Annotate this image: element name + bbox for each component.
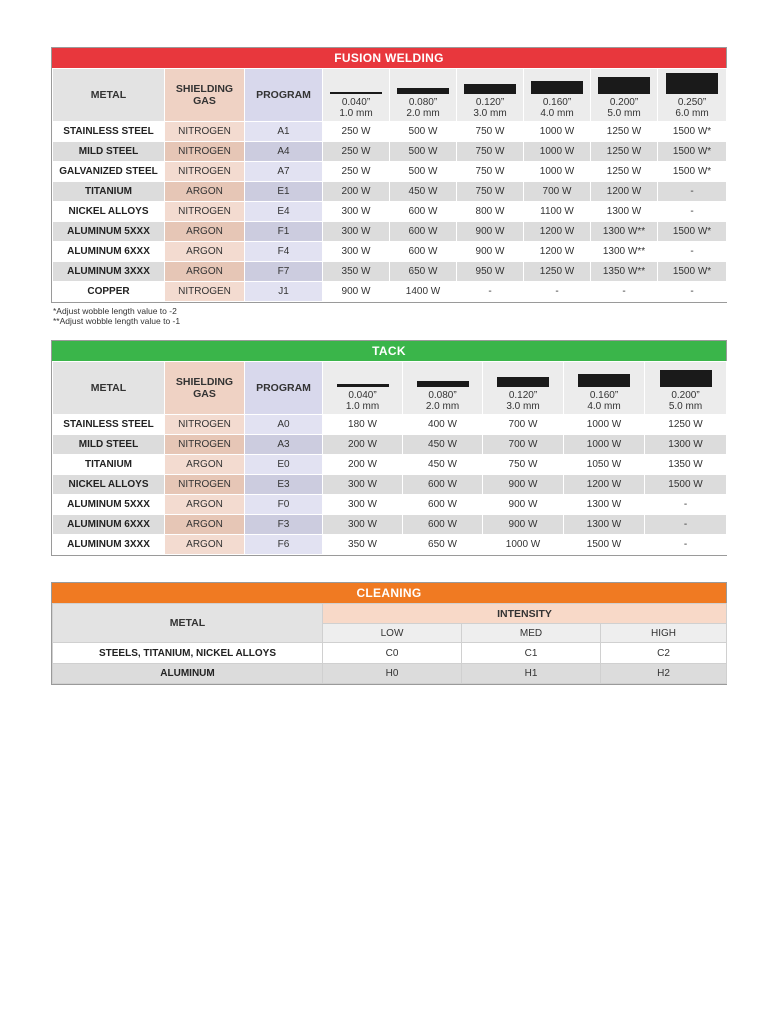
cleaning-program: H2 <box>601 664 727 684</box>
thickness-inch: 0.160” <box>542 97 572 108</box>
table-row <box>53 495 727 515</box>
thickness-inch: 0.200” <box>609 97 639 108</box>
thickness-inch: 0.120” <box>475 97 505 108</box>
shielding-gas: NITROGEN <box>165 435 245 455</box>
thickness-mm: 2.0 mm <box>406 108 440 119</box>
shielding-gas-header-line1: SHIELDING <box>175 83 234 95</box>
metal-name: NICKEL ALLOYS <box>53 202 165 222</box>
metal-header: METAL <box>53 604 323 643</box>
thickness-header <box>403 362 483 415</box>
shielding-gas-header <box>165 69 245 122</box>
power-value: 1000 W <box>564 435 645 455</box>
shielding-gas: ARGON <box>165 495 245 515</box>
power-value: 450 W <box>403 455 483 475</box>
shielding-gas-header-line2: GAS <box>193 95 216 107</box>
power-value: 1200 W <box>524 242 591 262</box>
power-value: 750 W <box>457 142 524 162</box>
program-code: F0 <box>245 495 323 515</box>
power-value: - <box>591 282 658 302</box>
program-header: PROGRAM <box>245 362 323 415</box>
table-row <box>53 222 727 242</box>
tack-rows <box>53 415 727 555</box>
tack-title: TACK <box>52 341 726 361</box>
table-row <box>53 202 727 222</box>
power-value: 750 W <box>457 122 524 142</box>
power-value: - <box>645 495 727 515</box>
power-value: 1500 W <box>564 535 645 555</box>
shielding-gas: ARGON <box>165 535 245 555</box>
thickness-inch: 0.250” <box>677 97 707 108</box>
cleaning-program: C2 <box>601 643 727 664</box>
power-value: 1200 W <box>524 222 591 242</box>
program-code: A4 <box>245 142 323 162</box>
power-value: 300 W <box>323 515 403 535</box>
shielding-gas-header <box>165 362 245 415</box>
program-code: E3 <box>245 475 323 495</box>
power-value: - <box>645 515 727 535</box>
tack-panel <box>51 340 727 556</box>
table-row <box>53 455 727 475</box>
power-value: 350 W <box>323 535 403 555</box>
table-row <box>53 142 727 162</box>
power-value: 600 W <box>390 222 457 242</box>
thickness-inch: 0.080” <box>408 97 438 108</box>
shielding-gas: NITROGEN <box>165 122 245 142</box>
thickness-bar-icon <box>531 81 583 94</box>
cleaning-program: C1 <box>462 643 601 664</box>
footnote: **Adjust wobble length value to -1 <box>53 315 181 326</box>
power-value: 1000 W <box>524 162 591 182</box>
program-code: A3 <box>245 435 323 455</box>
metal-name: MILD STEEL <box>53 435 165 455</box>
power-value: 1000 W <box>564 415 645 435</box>
cleaning-metal: STEELS, TITANIUM, NICKEL ALLOYS <box>53 643 323 664</box>
program-code: E1 <box>245 182 323 202</box>
footnotes <box>53 307 180 326</box>
thickness-header <box>658 69 727 122</box>
program-code: F4 <box>245 242 323 262</box>
thickness-inch: 0.080” <box>428 390 457 401</box>
thickness-inch: 0.120” <box>508 390 538 401</box>
metal-name: ALUMINUM 5XXX <box>53 222 165 242</box>
power-value: 900 W <box>483 515 564 535</box>
power-value: - <box>658 242 727 262</box>
power-value: 300 W <box>323 495 403 515</box>
thickness-inch: 0.200” <box>671 390 700 401</box>
power-value: 1500 W* <box>658 222 727 242</box>
program-code: J1 <box>245 282 323 302</box>
cleaning-panel <box>51 582 727 685</box>
program-code: F1 <box>245 222 323 242</box>
power-value: 300 W <box>323 242 390 262</box>
program-code: A0 <box>245 415 323 435</box>
power-value: 1400 W <box>390 282 457 302</box>
metal-name: NICKEL ALLOYS <box>53 475 165 495</box>
fusion-welding-table <box>52 68 727 302</box>
shielding-gas: NITROGEN <box>165 415 245 435</box>
thickness-mm: 1.0 mm <box>339 108 373 119</box>
thickness-header <box>524 69 591 122</box>
power-value: 1200 W <box>591 182 658 202</box>
shielding-gas: ARGON <box>165 515 245 535</box>
program-code: F7 <box>245 262 323 282</box>
fusion-welding-title: FUSION WELDING <box>52 48 726 68</box>
power-value: 750 W <box>457 182 524 202</box>
power-value: 200 W <box>323 182 390 202</box>
metal-name: TITANIUM <box>53 455 165 475</box>
metal-name: MILD STEEL <box>53 142 165 162</box>
power-value: - <box>658 282 727 302</box>
thickness-bar-icon <box>666 73 718 94</box>
power-value: 1500 W* <box>658 142 727 162</box>
thickness-mm: 3.0 mm <box>506 401 540 412</box>
power-value: 1300 W <box>564 495 645 515</box>
metal-name: TITANIUM <box>53 182 165 202</box>
shielding-gas: NITROGEN <box>165 202 245 222</box>
thickness-mm: 4.0 mm <box>587 401 621 412</box>
program-code: F6 <box>245 535 323 555</box>
power-value: 700 W <box>524 182 591 202</box>
shielding-gas: ARGON <box>165 455 245 475</box>
shielding-gas-header-line1: SHIELDING <box>175 376 234 388</box>
power-value: 900 W <box>457 242 524 262</box>
power-value: 1300 W** <box>591 242 658 262</box>
shielding-gas: NITROGEN <box>165 475 245 495</box>
table-row <box>53 182 727 202</box>
cleaning-program: H0 <box>323 664 462 684</box>
metal-name: ALUMINUM 6XXX <box>53 242 165 262</box>
thickness-inch: 0.040” <box>341 97 371 108</box>
thickness-bar-icon <box>578 374 630 387</box>
power-value: 1250 W <box>591 142 658 162</box>
thickness-bar-icon <box>598 77 650 94</box>
cleaning-program: C0 <box>323 643 462 664</box>
power-value: 1500 W* <box>658 122 727 142</box>
power-value: 250 W <box>323 162 390 182</box>
footnote: *Adjust wobble length value to -2 <box>53 306 177 316</box>
power-value: 900 W <box>483 495 564 515</box>
thickness-header <box>483 362 564 415</box>
program-code: F3 <box>245 515 323 535</box>
thickness-header <box>390 69 457 122</box>
thickness-header <box>323 69 390 122</box>
thickness-header <box>323 362 403 415</box>
power-value: 600 W <box>390 242 457 262</box>
power-value: 200 W <box>323 455 403 475</box>
power-value: 1500 W* <box>658 162 727 182</box>
power-value: 600 W <box>403 475 483 495</box>
metal-header: METAL <box>53 362 165 415</box>
power-value: 400 W <box>403 415 483 435</box>
power-value: 500 W <box>390 122 457 142</box>
shielding-gas: ARGON <box>165 222 245 242</box>
shielding-gas: NITROGEN <box>165 162 245 182</box>
thickness-inch: 0.160” <box>589 390 619 401</box>
thickness-bar-icon <box>464 84 516 94</box>
power-value: 600 W <box>390 202 457 222</box>
power-value: 1000 W <box>524 122 591 142</box>
program-header: PROGRAM <box>245 69 323 122</box>
thickness-bar-icon <box>330 92 382 94</box>
thickness-bar-icon <box>337 384 389 387</box>
metal-name: ALUMINUM 5XXX <box>53 495 165 515</box>
power-value: 950 W <box>457 262 524 282</box>
fusion-welding-panel <box>51 47 727 303</box>
power-value: 1000 W <box>524 142 591 162</box>
cleaning-program: H1 <box>462 664 601 684</box>
metal-name: ALUMINUM 3XXX <box>53 535 165 555</box>
thickness-header <box>591 69 658 122</box>
table-row <box>53 475 727 495</box>
power-value: 1250 W <box>591 122 658 142</box>
power-value: 1500 W <box>645 475 727 495</box>
power-value: 650 W <box>390 262 457 282</box>
power-value: 300 W <box>323 222 390 242</box>
intensity-header: INTENSITY <box>323 604 727 624</box>
thickness-mm: 2.0 mm <box>425 401 460 412</box>
power-value: - <box>645 535 727 555</box>
power-value: 800 W <box>457 202 524 222</box>
table-row <box>53 262 727 282</box>
thickness-bar-icon <box>417 381 469 387</box>
power-value: - <box>524 282 591 302</box>
metal-name: STAINLESS STEEL <box>53 122 165 142</box>
shielding-gas-header-line2: GAS <box>193 388 216 400</box>
power-value: 1350 W <box>645 455 727 475</box>
power-value: - <box>457 282 524 302</box>
power-value: - <box>658 202 727 222</box>
metal-name: GALVANIZED STEEL <box>53 162 165 182</box>
table-row <box>53 415 727 435</box>
power-value: 700 W <box>483 415 564 435</box>
intensity-level-med: MED <box>462 624 601 643</box>
thickness-mm: 5.0 mm <box>668 401 703 412</box>
power-value: 750 W <box>457 162 524 182</box>
power-value: 250 W <box>323 122 390 142</box>
power-value: 500 W <box>390 142 457 162</box>
program-code: A1 <box>245 122 323 142</box>
tack-table <box>52 361 727 555</box>
thickness-mm: 6.0 mm <box>675 108 709 119</box>
table-row <box>53 515 727 535</box>
power-value: 250 W <box>323 142 390 162</box>
table-row <box>53 435 727 455</box>
cleaning-table <box>52 603 727 684</box>
thickness-mm: 4.0 mm <box>540 108 574 119</box>
power-value: 180 W <box>323 415 403 435</box>
shielding-gas: ARGON <box>165 182 245 202</box>
program-code: A7 <box>245 162 323 182</box>
shielding-gas: ARGON <box>165 262 245 282</box>
shielding-gas: NITROGEN <box>165 142 245 162</box>
table-row <box>53 535 727 555</box>
power-value: 300 W <box>323 475 403 495</box>
thickness-header <box>645 362 727 415</box>
power-value: 1250 W <box>524 262 591 282</box>
power-value: 1250 W <box>645 415 727 435</box>
intensity-level-low: LOW <box>323 624 462 643</box>
program-code: E4 <box>245 202 323 222</box>
power-value: 750 W <box>483 455 564 475</box>
power-value: 1050 W <box>564 455 645 475</box>
power-value: - <box>658 182 727 202</box>
shielding-gas: NITROGEN <box>165 282 245 302</box>
metal-header: METAL <box>53 69 165 122</box>
thickness-bar-icon <box>660 370 712 387</box>
thickness-mm: 1.0 mm <box>345 401 380 412</box>
metal-name: STAINLESS STEEL <box>53 415 165 435</box>
thickness-mm: 3.0 mm <box>473 108 507 119</box>
power-value: 1200 W <box>564 475 645 495</box>
power-value: 1350 W** <box>591 262 658 282</box>
power-value: 900 W <box>483 475 564 495</box>
power-value: 1300 W** <box>591 222 658 242</box>
power-value: 300 W <box>323 202 390 222</box>
power-value: 1500 W* <box>658 262 727 282</box>
power-value: 700 W <box>483 435 564 455</box>
power-value: 350 W <box>323 262 390 282</box>
cleaning-metal: ALUMINUM <box>53 664 323 684</box>
power-value: 1300 W <box>645 435 727 455</box>
cleaning-title: CLEANING <box>52 583 726 603</box>
thickness-mm: 5.0 mm <box>607 108 641 119</box>
metal-name: ALUMINUM 3XXX <box>53 262 165 282</box>
table-row <box>53 162 727 182</box>
thickness-inch: 0.040” <box>348 390 377 401</box>
power-value: 600 W <box>403 515 483 535</box>
power-value: 200 W <box>323 435 403 455</box>
thickness-bar-icon <box>497 377 549 387</box>
shielding-gas: ARGON <box>165 242 245 262</box>
power-value: 1250 W <box>591 162 658 182</box>
power-value: 1300 W <box>591 202 658 222</box>
intensity-level-high: HIGH <box>601 624 727 643</box>
power-value: 1100 W <box>524 202 591 222</box>
fusion-welding-rows <box>53 122 727 302</box>
metal-name: COPPER <box>53 282 165 302</box>
power-value: 600 W <box>403 495 483 515</box>
program-code: E0 <box>245 455 323 475</box>
power-value: 450 W <box>390 182 457 202</box>
table-row <box>53 242 727 262</box>
table-row <box>53 282 727 302</box>
power-value: 650 W <box>403 535 483 555</box>
thickness-header <box>564 362 645 415</box>
power-value: 900 W <box>323 282 390 302</box>
power-value: 1300 W <box>564 515 645 535</box>
power-value: 500 W <box>390 162 457 182</box>
thickness-bar-icon <box>397 88 449 94</box>
power-value: 450 W <box>403 435 483 455</box>
power-value: 1000 W <box>483 535 564 555</box>
table-row <box>53 122 727 142</box>
thickness-header <box>457 69 524 122</box>
metal-name: ALUMINUM 6XXX <box>53 515 165 535</box>
power-value: 900 W <box>457 222 524 242</box>
